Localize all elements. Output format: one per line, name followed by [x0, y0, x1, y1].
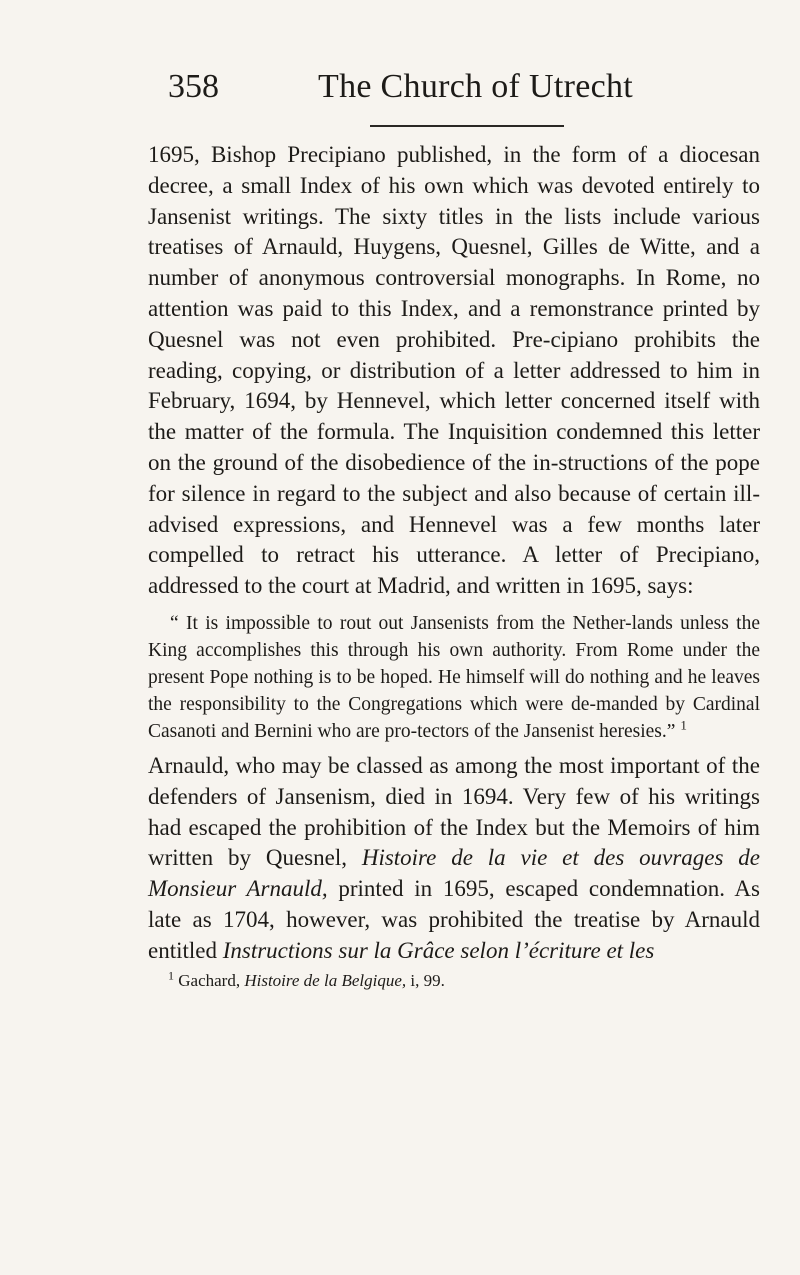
paragraph-1: 1695, Bishop Precipiano published, in the form of a diocesan decree, a small Index of his own which was devoted entirely to Jansenist writings. The sixty titles in the lists include various treatises of Arnauld, Huygens, Quesnel, Gilles de Witte, and a number of anonymous controversial monographs. In Rome, no attention was paid to this Index, and a remonstrance printed by Quesnel was not even prohibited. Pre-cipiano prohibits the reading, copying, or distribution of a letter addressed to him in February, 1694, by Hennevel, which letter concerned itself with the matter of the formula. The Inquisition condemned this letter on the ground of the disobedience of the in-structions of the pope for silence in regard to the subject and also because of certain ill-advised expressions, and Hennevel was a few months later compelled to retract his utterance. A letter of Precipiano, addressed to the court at Madrid, and written in 1695, says:: [148, 142, 760, 599]
block-quote: [148, 610, 760, 745]
paragraph-2-title-instructions: Instructions sur la Grâce selon l’écriture et les: [222, 937, 655, 963]
footnote-author: Gachard,: [178, 970, 241, 990]
footnote-marker: 1: [680, 717, 687, 733]
footnote: [148, 969, 760, 993]
section-rule: [370, 125, 564, 127]
footnote-number: 1: [168, 967, 174, 982]
footnote-title: Histoire de la Belgique,: [244, 970, 407, 990]
body-text: [148, 140, 760, 993]
paragraph-2-text-middle: printed in 1695, escaped condemnation. As late as 1704, however, was prohibited the treatise by Arnauld entitled: [148, 876, 760, 963]
paragraph-2: [148, 751, 760, 967]
page-number: 358: [168, 68, 219, 105]
quote-text: “ It is impossible to rout out Jansenists from the Nether-lands unless the King accomplishes this through his own authority. From Rome under the present Pope nothing is to be hoped. He himself will do nothing and he leaves the responsibility to the Congregations which were de-manded by Cardinal Casanoti and Bernini who are pro-tectors of the Jansenist heresies.”: [148, 612, 760, 742]
running-title: The Church of Utrecht: [318, 68, 634, 105]
footnote-ref: i, 99.: [410, 970, 445, 990]
page-header: [168, 60, 728, 120]
paragraph-2-text-before: Arnauld, who may be classed as among the most important of the defenders of Jansenism, died in 1694. Very few of his writings had escaped the prohibition of the Index but the Memoirs of him written by Quesnel,: [148, 752, 760, 871]
paragraph-2-title-histoire: Histoire de la vie et des ouvrages de Monsieur Arnauld,: [148, 845, 761, 902]
